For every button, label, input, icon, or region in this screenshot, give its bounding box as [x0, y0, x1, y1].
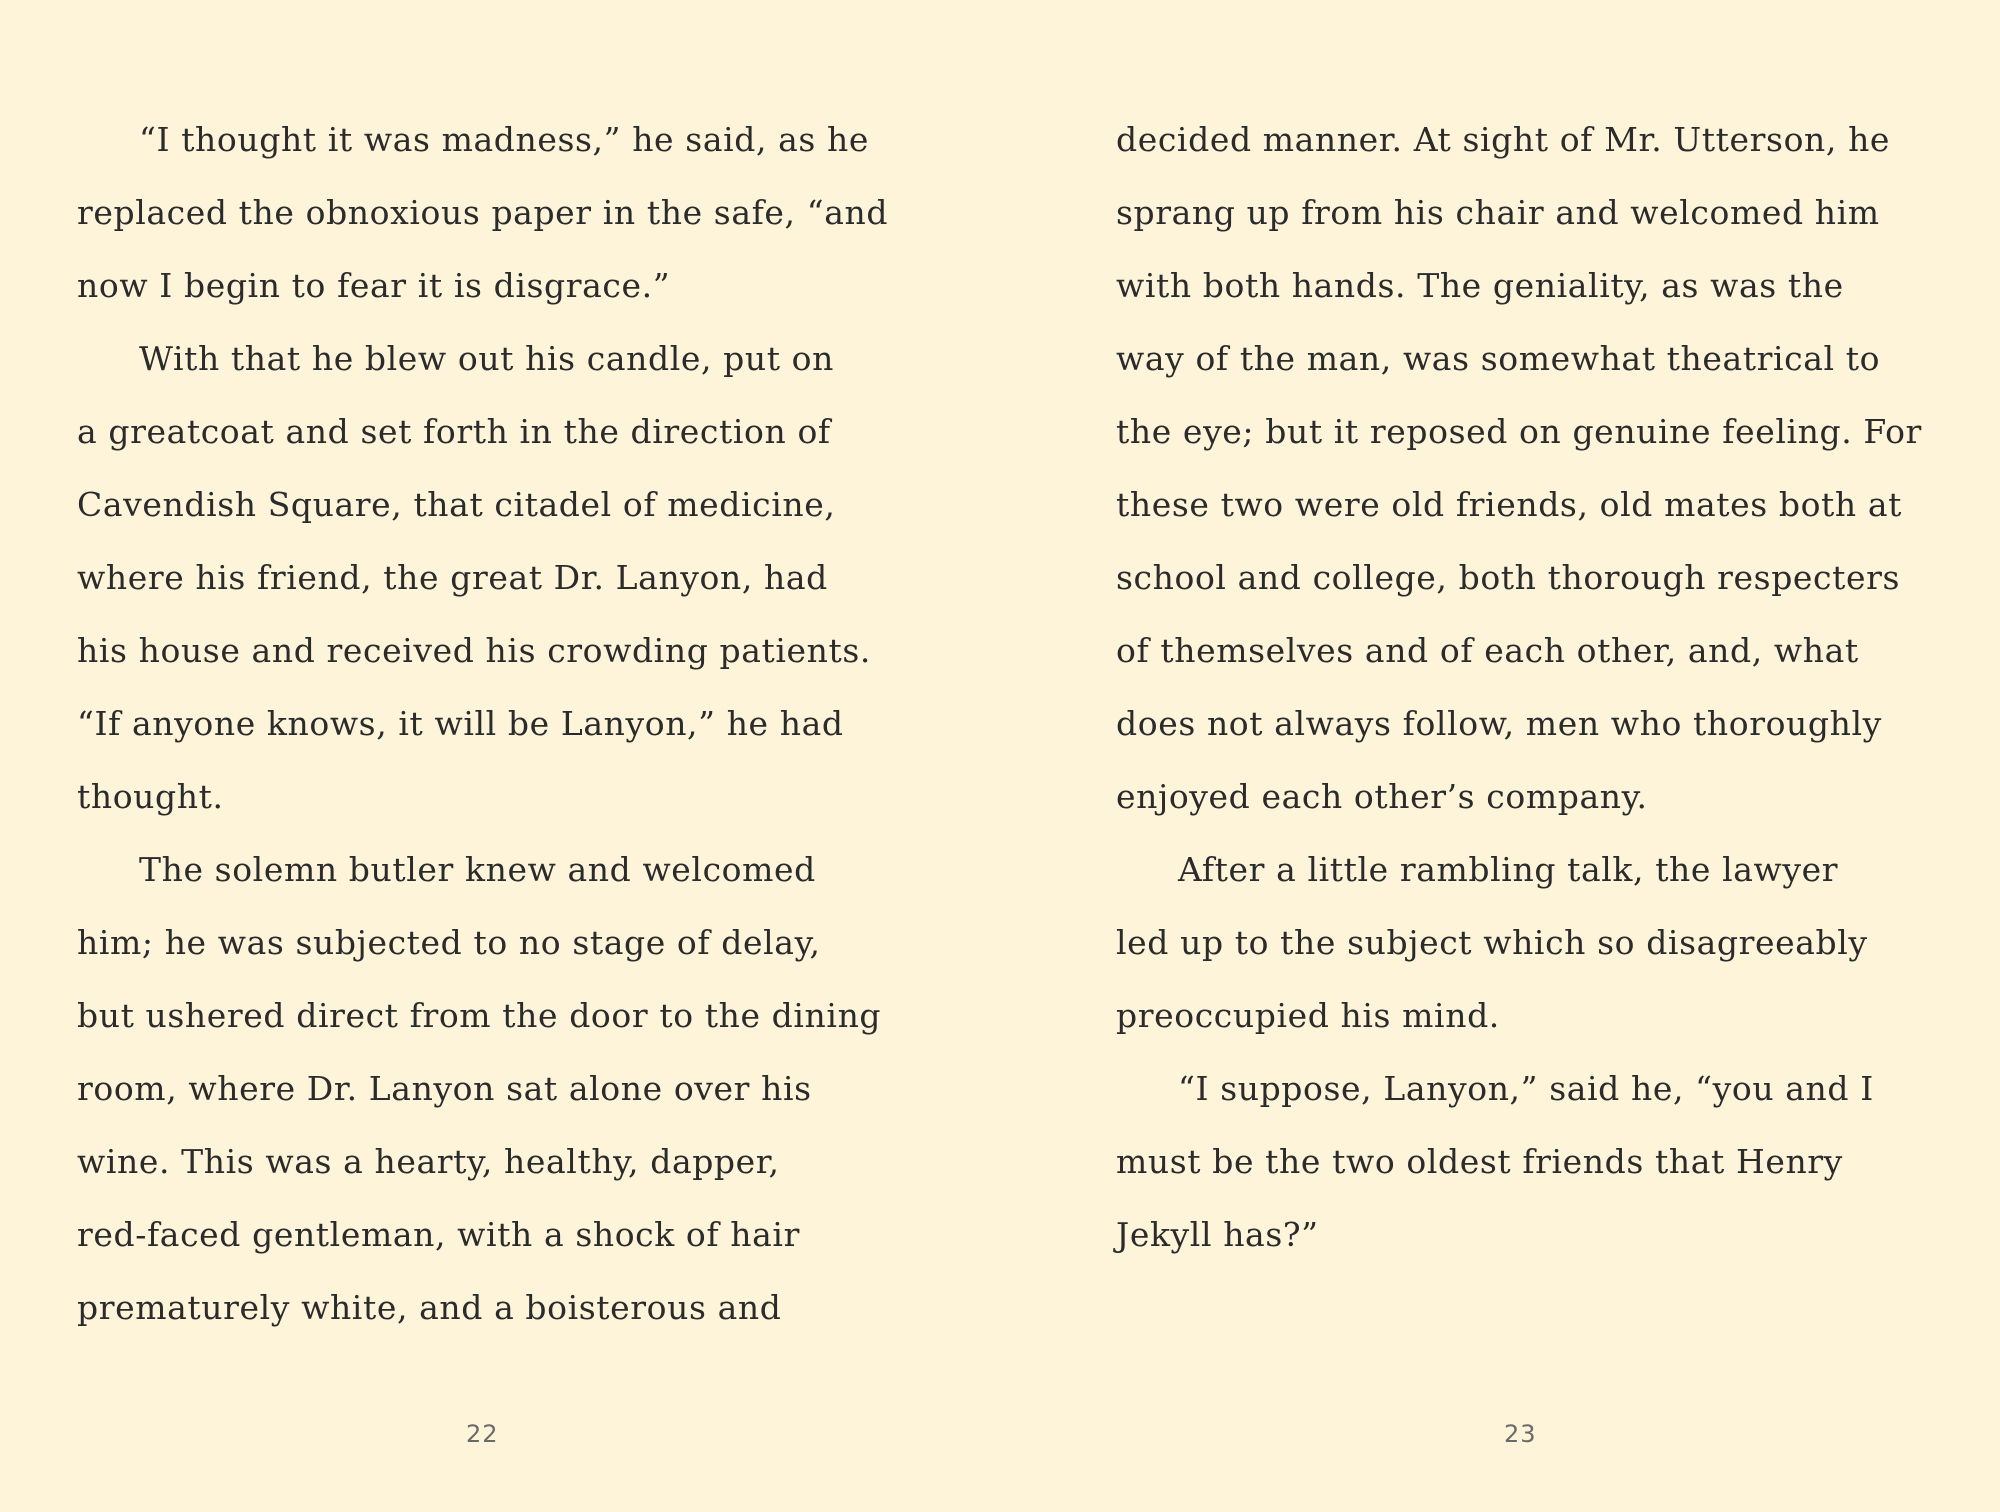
text-line: with both hands. The geniality, as was the [1116, 266, 1844, 305]
text-line: him; he was subjected to no stage of delay, [77, 923, 821, 962]
text-line: but ushered direct from the door to the dining [77, 996, 882, 1035]
text-line: school and college, both thorough respecters [1116, 558, 1901, 597]
page-number-right: 23 [1504, 1420, 1537, 1448]
text-line: sprang up from his chair and welcomed him [1116, 193, 1880, 232]
right-page [1000, 0, 2000, 1512]
text-line: preoccupied his mind. [1116, 996, 1500, 1035]
page-number-left: 22 [466, 1420, 499, 1448]
text-line: his house and received his crowding patients. [77, 631, 871, 670]
text-line: the eye; but it reposed on genuine feeling. For [1116, 412, 1922, 451]
text-line: replaced the obnoxious paper in the safe, “and [77, 193, 889, 232]
right-page-text [1116, 113, 1956, 1281]
text-line: these two were old friends, old mates both at [1116, 485, 1902, 524]
text-line: way of the man, was somewhat theatrical to [1116, 339, 1881, 378]
text-line: of themselves and of each other, and, what [1116, 631, 1859, 670]
text-line: Cavendish Square, that citadel of medicine, [77, 485, 836, 524]
text-line: thought. [77, 777, 224, 816]
text-line: After a little rambling talk, the lawyer [1178, 850, 1839, 889]
text-line: prematurely white, and a boisterous and [77, 1288, 782, 1327]
text-line: a greatcoat and set forth in the direction of [77, 412, 831, 451]
text-line: “I suppose, Lanyon,” said he, “you and I [1178, 1069, 1874, 1108]
text-line: now I begin to fear it is disgrace.” [77, 266, 671, 305]
text-line: led up to the subject which so disagreeably [1116, 923, 1868, 962]
text-line: Jekyll has?” [1116, 1215, 1319, 1254]
text-line: room, where Dr. Lanyon sat alone over his [77, 1069, 812, 1108]
text-line: does not always follow, men who thoroughly [1116, 704, 1882, 743]
left-page-text [77, 113, 917, 1354]
text-line: enjoyed each other’s company. [1116, 777, 1648, 816]
text-line: decided manner. At sight of Mr. Utterson, he [1116, 120, 1891, 159]
text-line: where his friend, the great Dr. Lanyon, had [77, 558, 828, 597]
text-line: must be the two oldest friends that Henry [1116, 1142, 1843, 1181]
text-line: red-faced gentleman, with a shock of hair [77, 1215, 800, 1254]
text-line: wine. This was a hearty, healthy, dapper, [77, 1142, 780, 1181]
text-line: “I thought it was madness,” he said, as he [139, 120, 870, 159]
text-line: With that he blew out his candle, put on [139, 339, 835, 378]
text-line: The solemn butler knew and welcomed [139, 850, 816, 889]
text-line: “If anyone knows, it will be Lanyon,” he had [77, 704, 844, 743]
